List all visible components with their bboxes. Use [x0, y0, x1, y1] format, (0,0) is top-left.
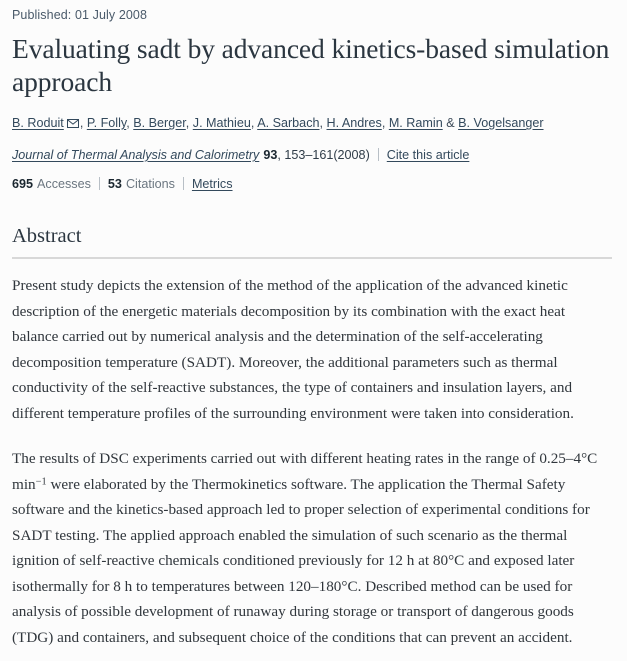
- journal-citation: [12, 146, 613, 164]
- citations-count: 53: [107, 177, 122, 191]
- author-list: [12, 114, 613, 132]
- author-separator-0: ,: [79, 116, 87, 130]
- metrics-bar: [12, 175, 613, 193]
- abstract-paragraph-2-superscript: −1: [35, 475, 47, 487]
- author-link-0[interactable]: B. Roduit: [12, 116, 64, 130]
- divider-3: [183, 177, 184, 190]
- envelope-icon[interactable]: [67, 119, 79, 128]
- author-link-2[interactable]: B. Berger: [133, 116, 186, 130]
- author-link-7[interactable]: B. Vogelsanger: [458, 116, 544, 130]
- author-separator-6: &: [442, 116, 459, 130]
- page-title: Evaluating sadt by advanced kinetics-based simulation approach: [12, 33, 610, 97]
- abstract-paragraph-2-part-1: The results of DSC experiments carried out with different heating rates in the range of 0.25–4°C min: [12, 450, 598, 493]
- cite-this-article-link[interactable]: Cite this article: [386, 148, 470, 162]
- author-separator-2: ,: [185, 116, 193, 130]
- accesses-count: 695: [12, 177, 34, 191]
- section-divider: [12, 257, 612, 259]
- divider-1: [378, 148, 379, 161]
- divider-2: [99, 177, 100, 190]
- journal-pages: , 153–161(2008): [277, 148, 370, 162]
- author-link-6[interactable]: M. Ramin: [388, 116, 443, 130]
- author-link-3[interactable]: J. Mathieu: [192, 116, 251, 130]
- published-date: Published: 01 July 2008: [12, 8, 148, 22]
- abstract-paragraph-2-part-2: were elaborated by the Thermokinetics software. The application the Thermal Safety software and the kinetics-based approach led to proper selection of experimental conditions for SADT testing. The applied approach enabled the simulation of such scenario as the thermal ignition of self-reactive chemicals conditioned previously for 12 h at 80°C and exposed later isothermally for 8 h to temperatures between 120–180°C. Described method can be used for analysis of possible development of runaway during storage or transport of dangerous goods (TDG) and containers, and subsequent choice of the conditions that can prevent an accident.: [12, 475, 590, 646]
- metrics-link[interactable]: Metrics: [191, 177, 233, 191]
- author-link-4[interactable]: A. Sarbach: [257, 116, 320, 130]
- author-link-1[interactable]: P. Folly: [86, 116, 127, 130]
- abstract-paragraph-1: Present study depicts the extension of the method of the application of the advanced kinetic description of the energetic materials decomposition by its combination with the exact heat balance carried out by numerical analysis and the determination of the self-accelerating decomposition temperature (SADT). Moreover, the additional parameters such as thermal conductivity of the self-reactive substances, the type of containers and insulation layers, and different temperature profiles of the surrounding environment were taken into consideration.: [12, 277, 574, 422]
- citations-label: Citations: [125, 177, 175, 191]
- author-link-5[interactable]: H. Andres: [326, 116, 382, 130]
- author-separator-1: ,: [126, 116, 134, 130]
- abstract-heading: Abstract: [12, 225, 82, 247]
- author-separator-4: ,: [319, 116, 327, 130]
- author-separator-5: ,: [381, 116, 389, 130]
- abstract-paragraph-2: [12, 446, 608, 650]
- journal-name-link[interactable]: Journal of Thermal Analysis and Calorimetry: [12, 148, 260, 162]
- accesses-label: Accesses: [37, 177, 91, 191]
- author-separator-3: ,: [250, 116, 258, 130]
- journal-volume: 93: [263, 148, 278, 162]
